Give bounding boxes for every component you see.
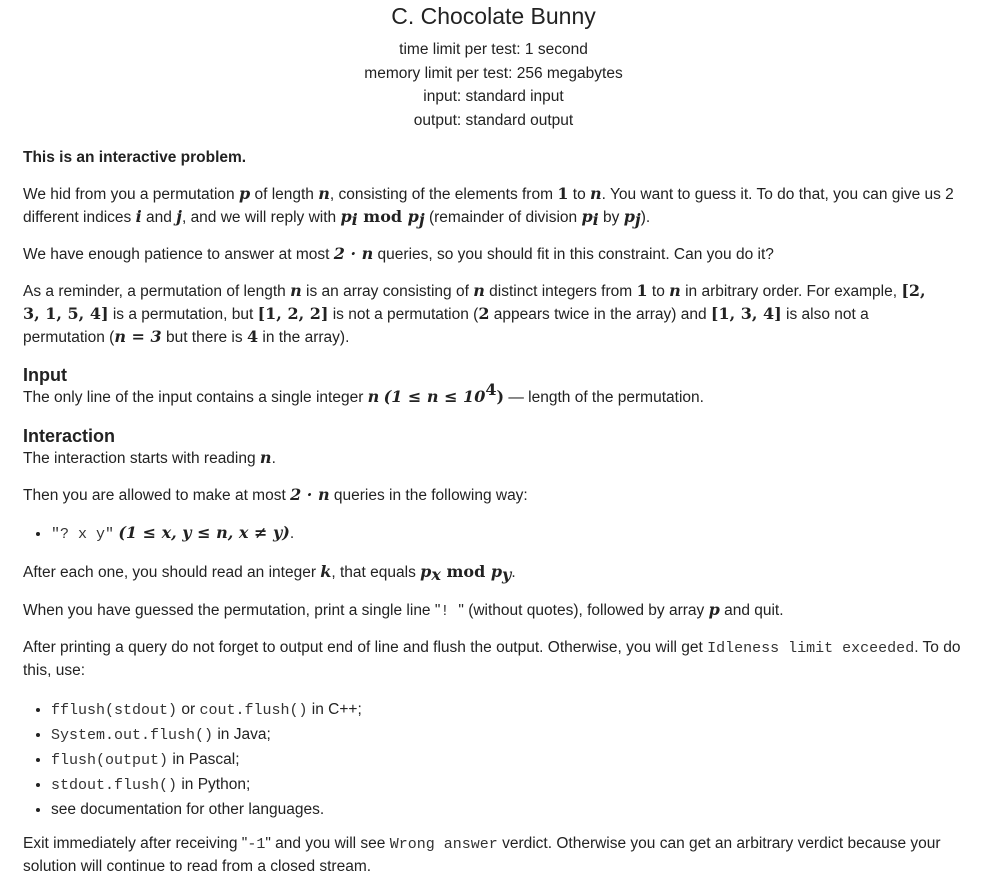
text: , that equals <box>331 564 421 581</box>
text: to <box>647 283 670 300</box>
math-var: n <box>259 448 272 467</box>
text: , consisting of the elements from <box>329 186 558 203</box>
math-var: p <box>340 207 352 226</box>
text: After printing a query do not forget to output end of line and flush the output. Otherwise, you will get <box>23 639 708 656</box>
text: We have enough patience to answer at most <box>23 246 334 263</box>
text: We hid from you a permutation <box>23 186 239 203</box>
text: queries in the following way: <box>329 487 528 504</box>
math-var: p <box>407 207 419 226</box>
statement-paragraph-3 <box>23 280 947 349</box>
flush-list <box>23 698 987 822</box>
math-constraint: (1 ≤ x, y ≤ n, x ≠ y) <box>118 523 290 542</box>
time-limit: time limit per test: 1 second <box>399 41 588 58</box>
output-file: output: standard output <box>413 112 574 130</box>
math-var: p <box>490 562 503 581</box>
text: in the array). <box>258 329 350 346</box>
text: is also not a permutation ( <box>23 306 869 346</box>
text: " (without quotes), followed by array <box>458 602 709 619</box>
text: in C++; <box>307 701 362 718</box>
flush-item-python <box>51 773 987 798</box>
interaction-line-1 <box>23 447 987 470</box>
input-description <box>23 380 987 409</box>
math-var: n <box>290 281 302 300</box>
math-var: p <box>420 562 432 581</box>
math-sub: x <box>431 565 441 584</box>
flush-item-java <box>51 723 987 748</box>
math-var: p <box>581 207 593 226</box>
text: by <box>598 209 624 226</box>
text: ). <box>640 209 651 226</box>
code: flush(output) <box>51 752 169 769</box>
text: in Pascal; <box>168 751 240 768</box>
math-var: j <box>176 207 182 226</box>
math-var: k <box>320 562 332 581</box>
interaction-line-4 <box>23 599 987 623</box>
math-sub: i <box>592 210 599 229</box>
problem-title: C. Chocolate Bunny <box>391 3 596 29</box>
math-expr: n = 3 <box>114 327 162 346</box>
text: see documentation for other languages. <box>51 801 325 818</box>
answer-format-code: ! <box>440 603 459 620</box>
math-var: n <box>473 281 485 300</box>
math-var: p <box>238 184 251 203</box>
text: . To do this, use: <box>23 639 961 679</box>
text: to <box>568 186 590 203</box>
math-var: i <box>135 207 142 226</box>
text: in Python; <box>177 776 251 793</box>
math-num: 1 <box>557 184 569 203</box>
code: stdout.flush() <box>51 777 178 794</box>
math-op: mod <box>440 562 491 581</box>
flush-item-cpp <box>51 698 987 723</box>
math-var: p <box>708 600 720 619</box>
interaction-line-6 <box>23 833 967 878</box>
query-format-code: "? x y" <box>51 526 115 543</box>
math-var: n <box>318 184 330 203</box>
text: or <box>177 701 200 718</box>
statement-paragraph-2 <box>23 243 967 266</box>
text: queries, so you should fit in this constraint. Can you do it? <box>373 246 774 263</box>
text: . You want to guess it. To do that, you can give us 2 different indices <box>23 186 954 226</box>
text: and <box>141 209 177 226</box>
code: fflush(stdout) <box>51 702 178 719</box>
problem-header <box>0 0 987 133</box>
text: verdict. Otherwise you can get an arbitrary verdict because your solution will continue to read from a closed stream. <box>23 835 941 875</box>
math-array: [1, 3, 4] <box>710 304 782 323</box>
math-exp: 4 <box>485 380 497 399</box>
math-constraint: (1 ≤ n ≤ 10 <box>383 387 486 406</box>
text: (remainder of division <box>424 209 582 226</box>
text: The only line of the input contains a single integer <box>23 389 368 406</box>
text: is not a permutation ( <box>328 306 479 323</box>
text: of length <box>250 186 319 203</box>
query-format-list <box>23 521 987 547</box>
text: in arbitrary order. For example, <box>680 283 902 300</box>
text: appears twice in the array) and <box>489 306 711 323</box>
text: . <box>289 525 295 542</box>
math-var: n <box>590 184 602 203</box>
input-file: input: standard input <box>423 88 564 106</box>
math-array: [1, 2, 2] <box>257 304 329 323</box>
text: is an array consisting of <box>301 283 474 300</box>
flush-item-pascal <box>51 748 987 773</box>
text: After each one, you should read an integer <box>23 564 321 581</box>
text: The interaction starts with reading <box>23 450 260 467</box>
interaction-line-2 <box>23 484 987 507</box>
interaction-heading: Interaction <box>23 426 116 446</box>
math-var: n <box>669 281 681 300</box>
text: . <box>511 564 516 581</box>
text: When you have guessed the permutation, print a single line " <box>23 602 441 619</box>
math-array: [2, 3, 1, 5, 4] <box>23 281 926 323</box>
code: cout.flush() <box>199 702 308 719</box>
flush-item-other <box>51 798 987 822</box>
text: As a reminder, a permutation of length <box>23 283 291 300</box>
text: and quit. <box>719 602 784 619</box>
math-var: p <box>623 207 635 226</box>
input-heading: Input <box>23 365 67 385</box>
code: -1 <box>247 836 266 853</box>
math-op: mod <box>357 207 408 226</box>
text: . <box>271 450 276 467</box>
math-paren: ) <box>496 387 505 406</box>
math-num: 2 <box>478 304 490 323</box>
interaction-line-5 <box>23 637 973 682</box>
math-sub: y <box>502 565 512 584</box>
text: is a permutation, but <box>108 306 258 323</box>
text: in Java; <box>213 726 271 743</box>
text: — length of the permutation. <box>504 389 704 406</box>
text: distinct integers from <box>484 283 637 300</box>
math-sub: j <box>634 210 641 229</box>
interaction-line-3 <box>23 561 987 584</box>
text: , and we will reply with <box>181 209 341 226</box>
text: Then you are allowed to make at most <box>23 487 291 504</box>
math-expr: 2 · n <box>333 244 374 263</box>
interactive-note: This is an interactive problem. <box>23 149 247 166</box>
statement-paragraph-1 <box>23 183 967 229</box>
math-sub: j <box>418 210 425 229</box>
text: but there is <box>161 329 247 346</box>
text: " and you will see <box>265 835 390 852</box>
text: Exit immediately after receiving " <box>23 835 248 852</box>
code: System.out.flush() <box>51 727 214 744</box>
math-num: 4 <box>246 327 259 346</box>
query-format-item <box>51 521 987 547</box>
math-num: 1 <box>636 281 648 300</box>
math-sub: i <box>351 210 358 229</box>
verdict-code: Idleness limit exceeded <box>707 640 915 657</box>
verdict-code: Wrong answer <box>389 836 498 853</box>
memory-limit: memory limit per test: 256 megabytes <box>364 64 623 82</box>
math-expr: 2 · n <box>290 485 330 504</box>
math-var: n <box>367 387 380 406</box>
